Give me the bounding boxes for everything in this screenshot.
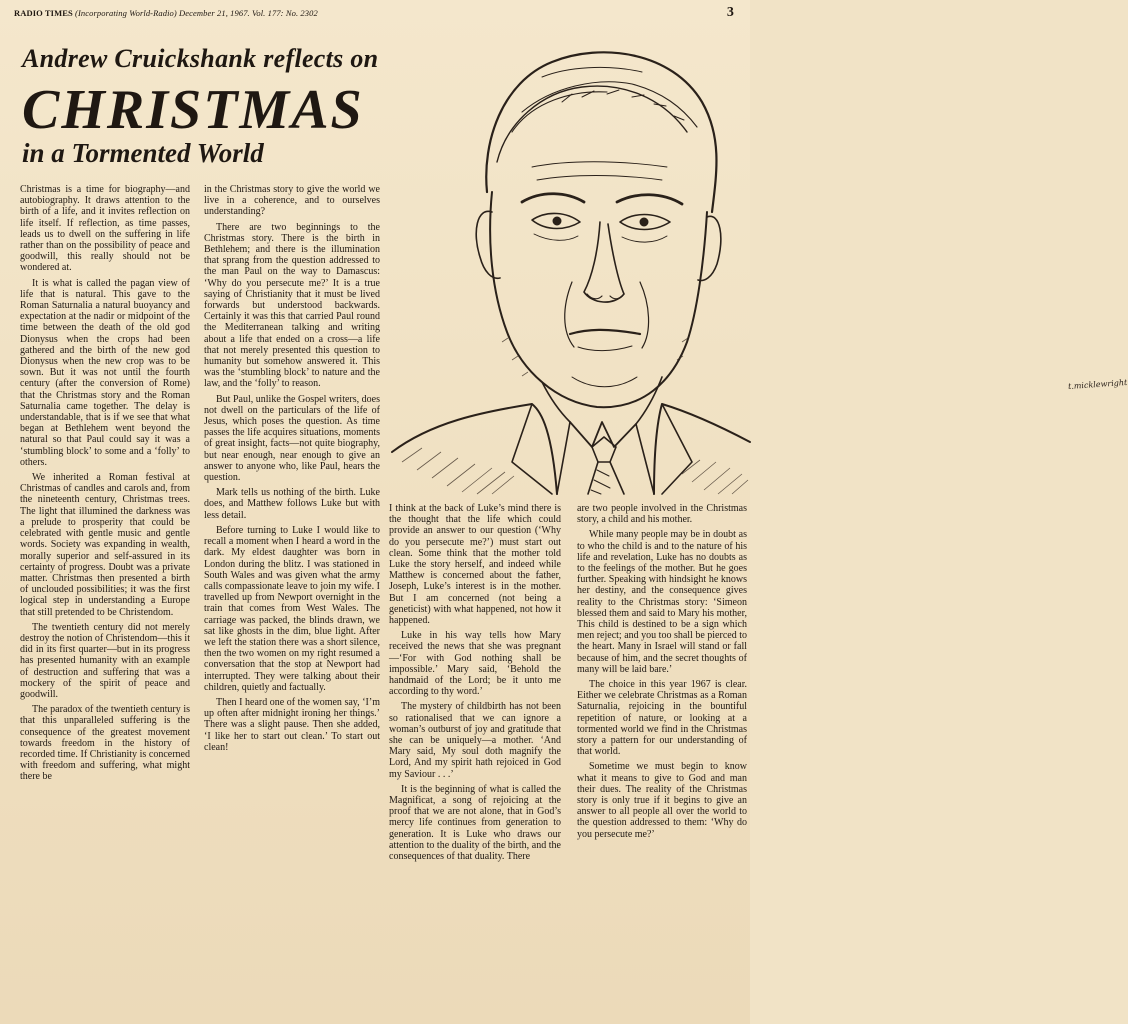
article-paragraph: There are two beginnings to the Christmas story. There is the birth in Bethlehem; and there is the illumination that sprang from the question addressed to the man Paul on the way to Damascus: ‘Why do you persecute me?’ It is a true saying of Christianity that it must be lived forwards but understood backwards. Certainly it was this that carried Paul round the Mediterranean talking and writing about a life that ended on a cross—a life that not merely presented this question to humanity but somehow answered it. This was the ‘stumbling block’ to nature and the law, and the ‘folly’ to reason. xyxy=(204,221,380,390)
issue-details: (Incorporating World-Radio) December 21, 1967. Vol. 177: No. 2302 xyxy=(75,8,318,18)
masthead xyxy=(14,5,734,24)
article-column-2 xyxy=(204,184,380,984)
article-paragraph: While many people may be in doubt as to who the child is and to the nature of his life and revelation, Luke has no doubts as to the feelings of the mother. But he goes further. Speaking with hindsight he knows her destiny, and the consequence gives reality to the Christmas story: ‘Simeon blessed them and said to Mary his mother, This child is destined to be a sign which men reject; and you too shall be pierced to the heart. Many in Israel will stand or fall because of him, and the secret thoughts of many will be laid bare.’ xyxy=(577,529,747,675)
artist-signature: t.micklewright xyxy=(1067,377,1128,392)
article-paragraph: Before turning to Luke I would like to recall a moment when I heard a word in the dark. My eldest daughter was born in London during the blitz. I was stationed in South Wales and was given what the army calls compassionate leave to join my wife. I travelled up from Newport overnight in the train that comes from West Wales. The carriage was packed, the blinds drawn, we sat like ghosts in the dim, blue light. After we left the station there was a short silence, then the two women on my right resumed a conversation that the stop at Newport had interrupted. They were talking about their children, quietly and factually. xyxy=(204,524,380,693)
portrait-sketch-icon xyxy=(392,42,750,494)
article-paragraph: I think at the back of Luke’s mind there is the thought that the life which could provide an answer to our question (‘Why do you persecute me?’) must start out clean. Some think that the mother told Luke the story herself, and indeed while Matthew is concerned about the father, Joseph, Luke’s interest is in the mother. But I am concerned (not being a geneticist) with what happened, not how it happened. xyxy=(389,503,561,627)
article-paragraph: are two people involved in the Christmas story, a child and his mother. xyxy=(577,503,747,526)
article-column-3 xyxy=(389,503,561,983)
article-paragraph: The paradox of the twentieth century is that this unparalleled suffering is the consequence of the greatest movement towards freedom in the history of recorded time. If Christianity is concerned with freedom and suffering, what might there be xyxy=(20,704,190,783)
article-paragraph: But Paul, unlike the Gospel writers, does not dwell on the particulars of the life of Jesus, which poses the question. As time passes the life acquires situations, moments of great insight, facts—not quite biography, but near enough, near enough to give an answer to anyone who, like Paul, hears the question. xyxy=(204,393,380,484)
article-paragraph: in the Christmas story to give the world we live in a coherence, and to ourselves understanding? xyxy=(204,184,380,218)
article-paragraph: The choice in this year 1967 is clear. Either we celebrate Christmas as a Roman Saturnalia, rejoicing in the bountiful repetition of nature, or looking at a tormented world we find in the Christmas story a pattern for our understanding of that world. xyxy=(577,679,747,758)
page-title: CHRISTMAS xyxy=(22,79,364,141)
article-paragraph: Luke in his way tells how Mary received the news that she was pregnant—‘For with God nothing shall be impossible.’ Mary said, ‘Behold the handmaid of the Lord; be it unto me according to thy word.’ xyxy=(389,630,561,698)
page-number: 3 xyxy=(726,5,734,20)
headline-subtitle: in a Tormented World xyxy=(22,138,264,168)
article-paragraph: We inherited a Roman festival at Christmas of candles and carols and, from the nineteenth century, Christmas trees. The light that illumined the darkness was a prelude to prosperity that could be celebrated with gentle music and gentle words. Society was expanding in wealth, morally superior and self-assured in its certainty of progress. Doubt was a private matter. Christmas then presented a birth of unclouded possibilities; it was the first logical step in understanding a Europe that still pretended to be Christendom. xyxy=(20,472,190,618)
article-paragraph: Christmas is a time for biography—and autobiography. It draws attention to the birth of a life, and it invites reflection on life itself. If reflection, as time passes, leads us to dwell on the suffering in life rather than on the possibility of peace and goodwill, this really should not be wondered at. xyxy=(20,184,190,274)
article-paragraph: Sometime we must begin to know what it means to give to God and man their dues. The reality of the Christmas story is only true if it begins to give an answer to all people all over the world to the question addressed to them: ‘Why do you persecute me?’ xyxy=(577,761,747,840)
article-paragraph: It is the beginning of what is called the Magnificat, a song of rejoicing at the proof that we are not alone, that in God’s mercy life continues from generation to generation. It is Luke who draws our attention to the duality of the birth, and the consequences of that duality. There xyxy=(389,783,561,863)
article-paragraph: Mark tells us nothing of the birth. Luke does, and Matthew follows Luke but with less detail. xyxy=(204,487,380,521)
article-column-4 xyxy=(577,503,747,983)
article-column-1 xyxy=(20,184,190,984)
article-paragraph: The twentieth century did not merely destroy the notion of Christendom—this it did in its first quarter—but in its progress has presented humanity with an example of destruction and suffering that was a mockery of the spirit of peace and goodwill. xyxy=(20,621,190,700)
article-paragraph: It is what is called the pagan view of life that is natural. This gave to the Roman Saturnalia a natural buoyancy and expectation at the nadir or midpoint of the time between the death of the old god Dionysus when the crops had been gathered and the birth of the new god Dionysus when the new crop was to be sown. But it was not until the fourth century (after the conversion of Rome) that the Christmas story and the Roman Saturnalia came together. The delay is understandable, that is if we see that what began at Bethlehem went beyond the natural so that Paul could say it was a ‘stumbling block’ to some and a ‘folly’ to others. xyxy=(20,277,190,468)
portrait-illustration xyxy=(392,42,1128,494)
article-paragraph: Then I heard one of the women say, ‘I’m up often after midnight ironing her things.’ There was a slight pause. Then she added, ‘I like her to start out clean.’ To start out clean! xyxy=(204,696,380,753)
publication-name: RADIO TIMES xyxy=(14,8,73,18)
headline-kicker: Andrew Cruickshank reflects on xyxy=(22,44,379,73)
article-paragraph: The mystery of childbirth has not been so rationalised that we can ignore a woman’s outburst of joy and gratitude that she can be uniquely—a mother. ‘And Mary said, My soul doth magnify the Lord, And my spirit hath rejoiced in God my Saviour . . .’ xyxy=(389,701,561,780)
